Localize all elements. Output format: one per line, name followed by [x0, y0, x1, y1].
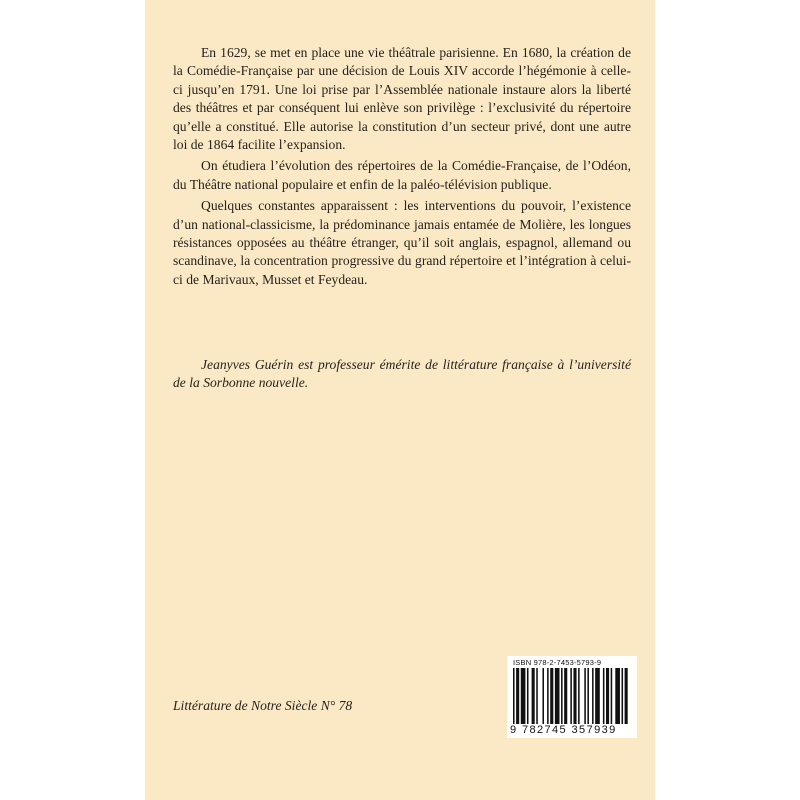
author-note: Jeanyves Guérin est professeur émérite de littérature française à l’université de la Sorbonne nouvelle. — [173, 357, 631, 391]
blurb — [173, 44, 631, 292]
paragraph-history: En 1629, se met en place une vie théâtrale parisienne. En 1680, la création de la Comédie-Française par une décision de Louis XIV accorde l’hégémonie à celle-ci jusqu’en 1791. Une loi prise par l’Assemblée nationale instaure alors la liberté des théâtres et par conséquent lui enlève son privilège : l’exclusivité du répertoire qu’elle a constitué. Elle autorise la constitution d’un secteur privé, dont une autre loi de 1864 facilite l’expansion. — [173, 45, 631, 153]
series-title: Littérature de Notre Siècle N° 78 — [173, 698, 353, 713]
ean-digits: 9 782745 357939 — [510, 724, 617, 736]
barcode — [507, 656, 637, 738]
paragraph-study: On étudiera l’évolution des répertoires de la Comédie-Française, de l’Odéon, du Théâtre national populaire et enfin de la paléo-télévision publique. — [173, 158, 631, 192]
paragraph-constants: Quelques constantes apparaissent : les interventions du pouvoir, l’existence d’un national-classicisme, la prédominance jamais entamée de Molière, les longues résistances opposées au théâtre étranger, qu’il soit anglais, espagnol, allemand ou scandinave, la concentration progressive du grand répertoire et l’intégration à celui-ci de Marivaux, Musset et Feydeau. — [173, 198, 631, 287]
barcode-icon — [513, 668, 631, 726]
back-cover — [145, 0, 655, 800]
isbn-label: ISBN 978-2-7453-5793-9 — [513, 658, 602, 667]
